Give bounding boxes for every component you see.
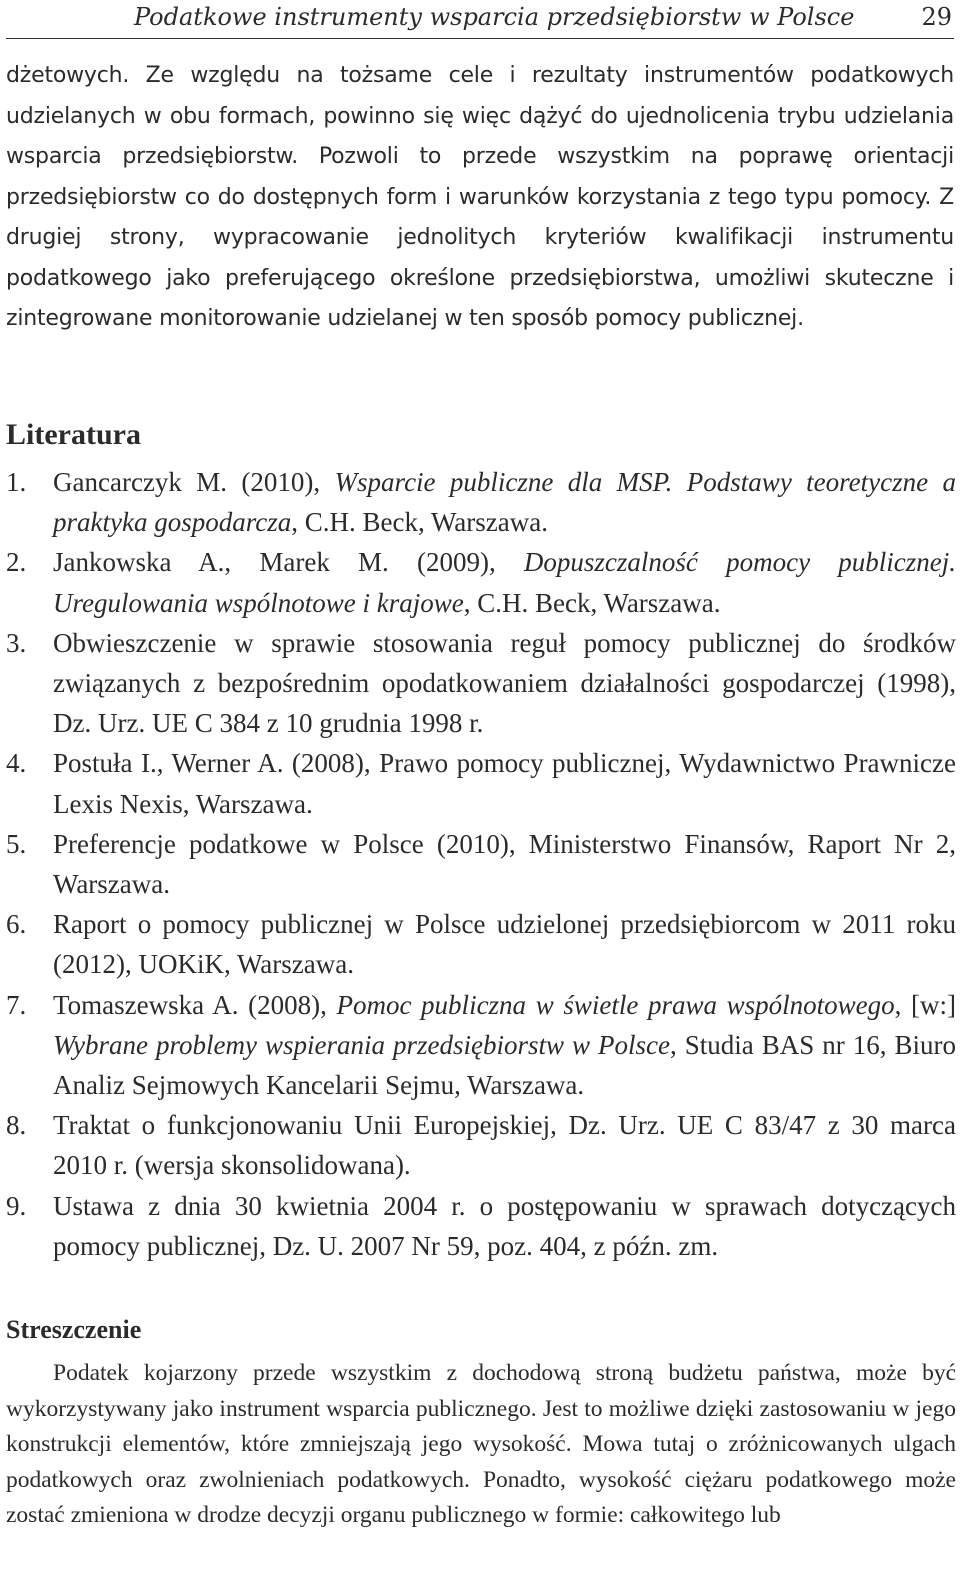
literature-heading: Literatura <box>6 418 141 451</box>
reference-authors: Jankowska A., Marek M. (2009), <box>53 547 524 578</box>
reference-text: Raport o pomocy publicznej w Polsce udzielonej przedsiębiorcom w 2011 roku (2012), UOKiK, Warszawa. <box>53 909 956 980</box>
reference-number: 4. <box>6 748 27 779</box>
reference-text: Preferencje podatkowe w Polsce (2010), Ministerstwo Finansów, Raport Nr 2, Warszawa. <box>53 828 956 900</box>
reference-item <box>6 985 956 1106</box>
reference-number: 5. <box>6 828 27 859</box>
reference-item <box>6 904 956 984</box>
reference-list <box>6 462 956 1266</box>
reference-publisher: , C.H. Beck, Warszawa. <box>291 507 548 538</box>
reference-text: Ustawa z dnia 30 kwietnia 2004 r. o postępowaniu w sprawach dotyczących pomocy publicznej, Dz. U. 2007 Nr 59, poz. 404, z późn. zm. <box>53 1190 956 1261</box>
body-paragraph: dżetowych. Ze względu na tożsame cele i rezultaty instrumentów podatkowych udzielanych w obu formach, powinno się więc dążyć do ujednolicenia trybu udzielania wsparcia przedsiębiorstw. Pozwoli to przede wszystkim na poprawę orientacji przedsiębiorstw co do dostępnych form i warunków korzystania z tego typu pomocy. Z drugiej strony, wypracowanie jednolitych kryteriów kwalifikacji instrumentu podatkowego jako preferującego określone przedsiębiorstwa, umożliwi skuteczne i zintegrowane monitorowanie udzielanej w ten sposób pomocy publicznej. <box>6 63 954 331</box>
reference-number: 7. <box>6 989 27 1020</box>
reference-book-title: Wybrane problemy wspierania przedsiębiorstw w Polsce <box>53 1029 670 1060</box>
running-title: Podatkowe instrumenty wsparcia przedsiębiorstw w Polsce <box>134 3 855 31</box>
reference-item <box>6 542 956 622</box>
reference-number: 2. <box>6 547 27 578</box>
page-number: 29 <box>921 3 952 31</box>
reference-publisher: , C.H. Beck, Warszawa. <box>463 587 721 618</box>
reference-item <box>6 743 956 823</box>
reference-item <box>6 462 956 542</box>
reference-item <box>6 824 956 904</box>
reference-title: Dopuszczalność pomocy publicznej. Uregulowania wspólnotowe i krajowe <box>53 547 956 618</box>
reference-title: Pomoc publiczna w świetle prawa wspólnotowego <box>336 989 895 1020</box>
abstract-heading: Streszczenie <box>6 1315 142 1344</box>
reference-item <box>6 1105 956 1185</box>
reference-text: Postuła I., Werner A. (2008), Prawo pomocy publicznej, Wydawnictwo Prawnicze Lexis Nexis, Warszawa. <box>53 748 956 819</box>
reference-item <box>6 623 956 744</box>
reference-text: Obwieszczenie w sprawie stosowania reguł pomocy publicznej do środków związanych z bezpośrednim opodatkowaniem działalności gospodarczej (1998), Dz. Urz. UE C 384 z 10 grudnia 1998 r. <box>53 627 956 739</box>
abstract-paragraph: Podatek kojarzony przede wszystkim z dochodową stroną budżetu państwa, może być wykorzystywany jako instrument wsparcia publicznego. Jest to możliwe dzięki zastosowaniu w jego konstrukcji elementów, które zmniejszają jego wysokość. Mowa tutaj o zróżnicowanych ulgach podatkowych oraz zwolnieniach podatkowych. Ponadto, wysokość ciężaru podatkowego może zostać zmieniona w drodze decyzji organu publicznego w formie: całkowitego lub <box>6 1360 956 1529</box>
reference-connector: , [w:] <box>894 989 956 1020</box>
reference-authors: Gancarczyk M. (2010), <box>53 467 335 497</box>
reference-publisher: , Studia BAS nr 16, Biuro Analiz Sejmowych Kancelarii Sejmu, Warszawa. <box>53 1029 956 1101</box>
running-header <box>6 0 954 39</box>
reference-number: 6. <box>6 909 27 940</box>
reference-number: 9. <box>6 1190 27 1221</box>
reference-number: 8. <box>6 1110 27 1141</box>
reference-text: Traktat o funkcjonowaniu Unii Europejskiej, Dz. Urz. UE C 83/47 z 30 marca 2010 r. (wersja skonsolidowana). <box>53 1110 956 1181</box>
reference-item <box>6 1186 956 1266</box>
reference-number: 1. <box>6 467 27 497</box>
reference-authors: Tomaszewska A. (2008), <box>53 989 337 1020</box>
reference-title: Wsparcie publiczne dla MSP. Podstawy teoretyczne a praktyka gospodarcza <box>53 467 956 538</box>
reference-number: 3. <box>6 627 27 658</box>
